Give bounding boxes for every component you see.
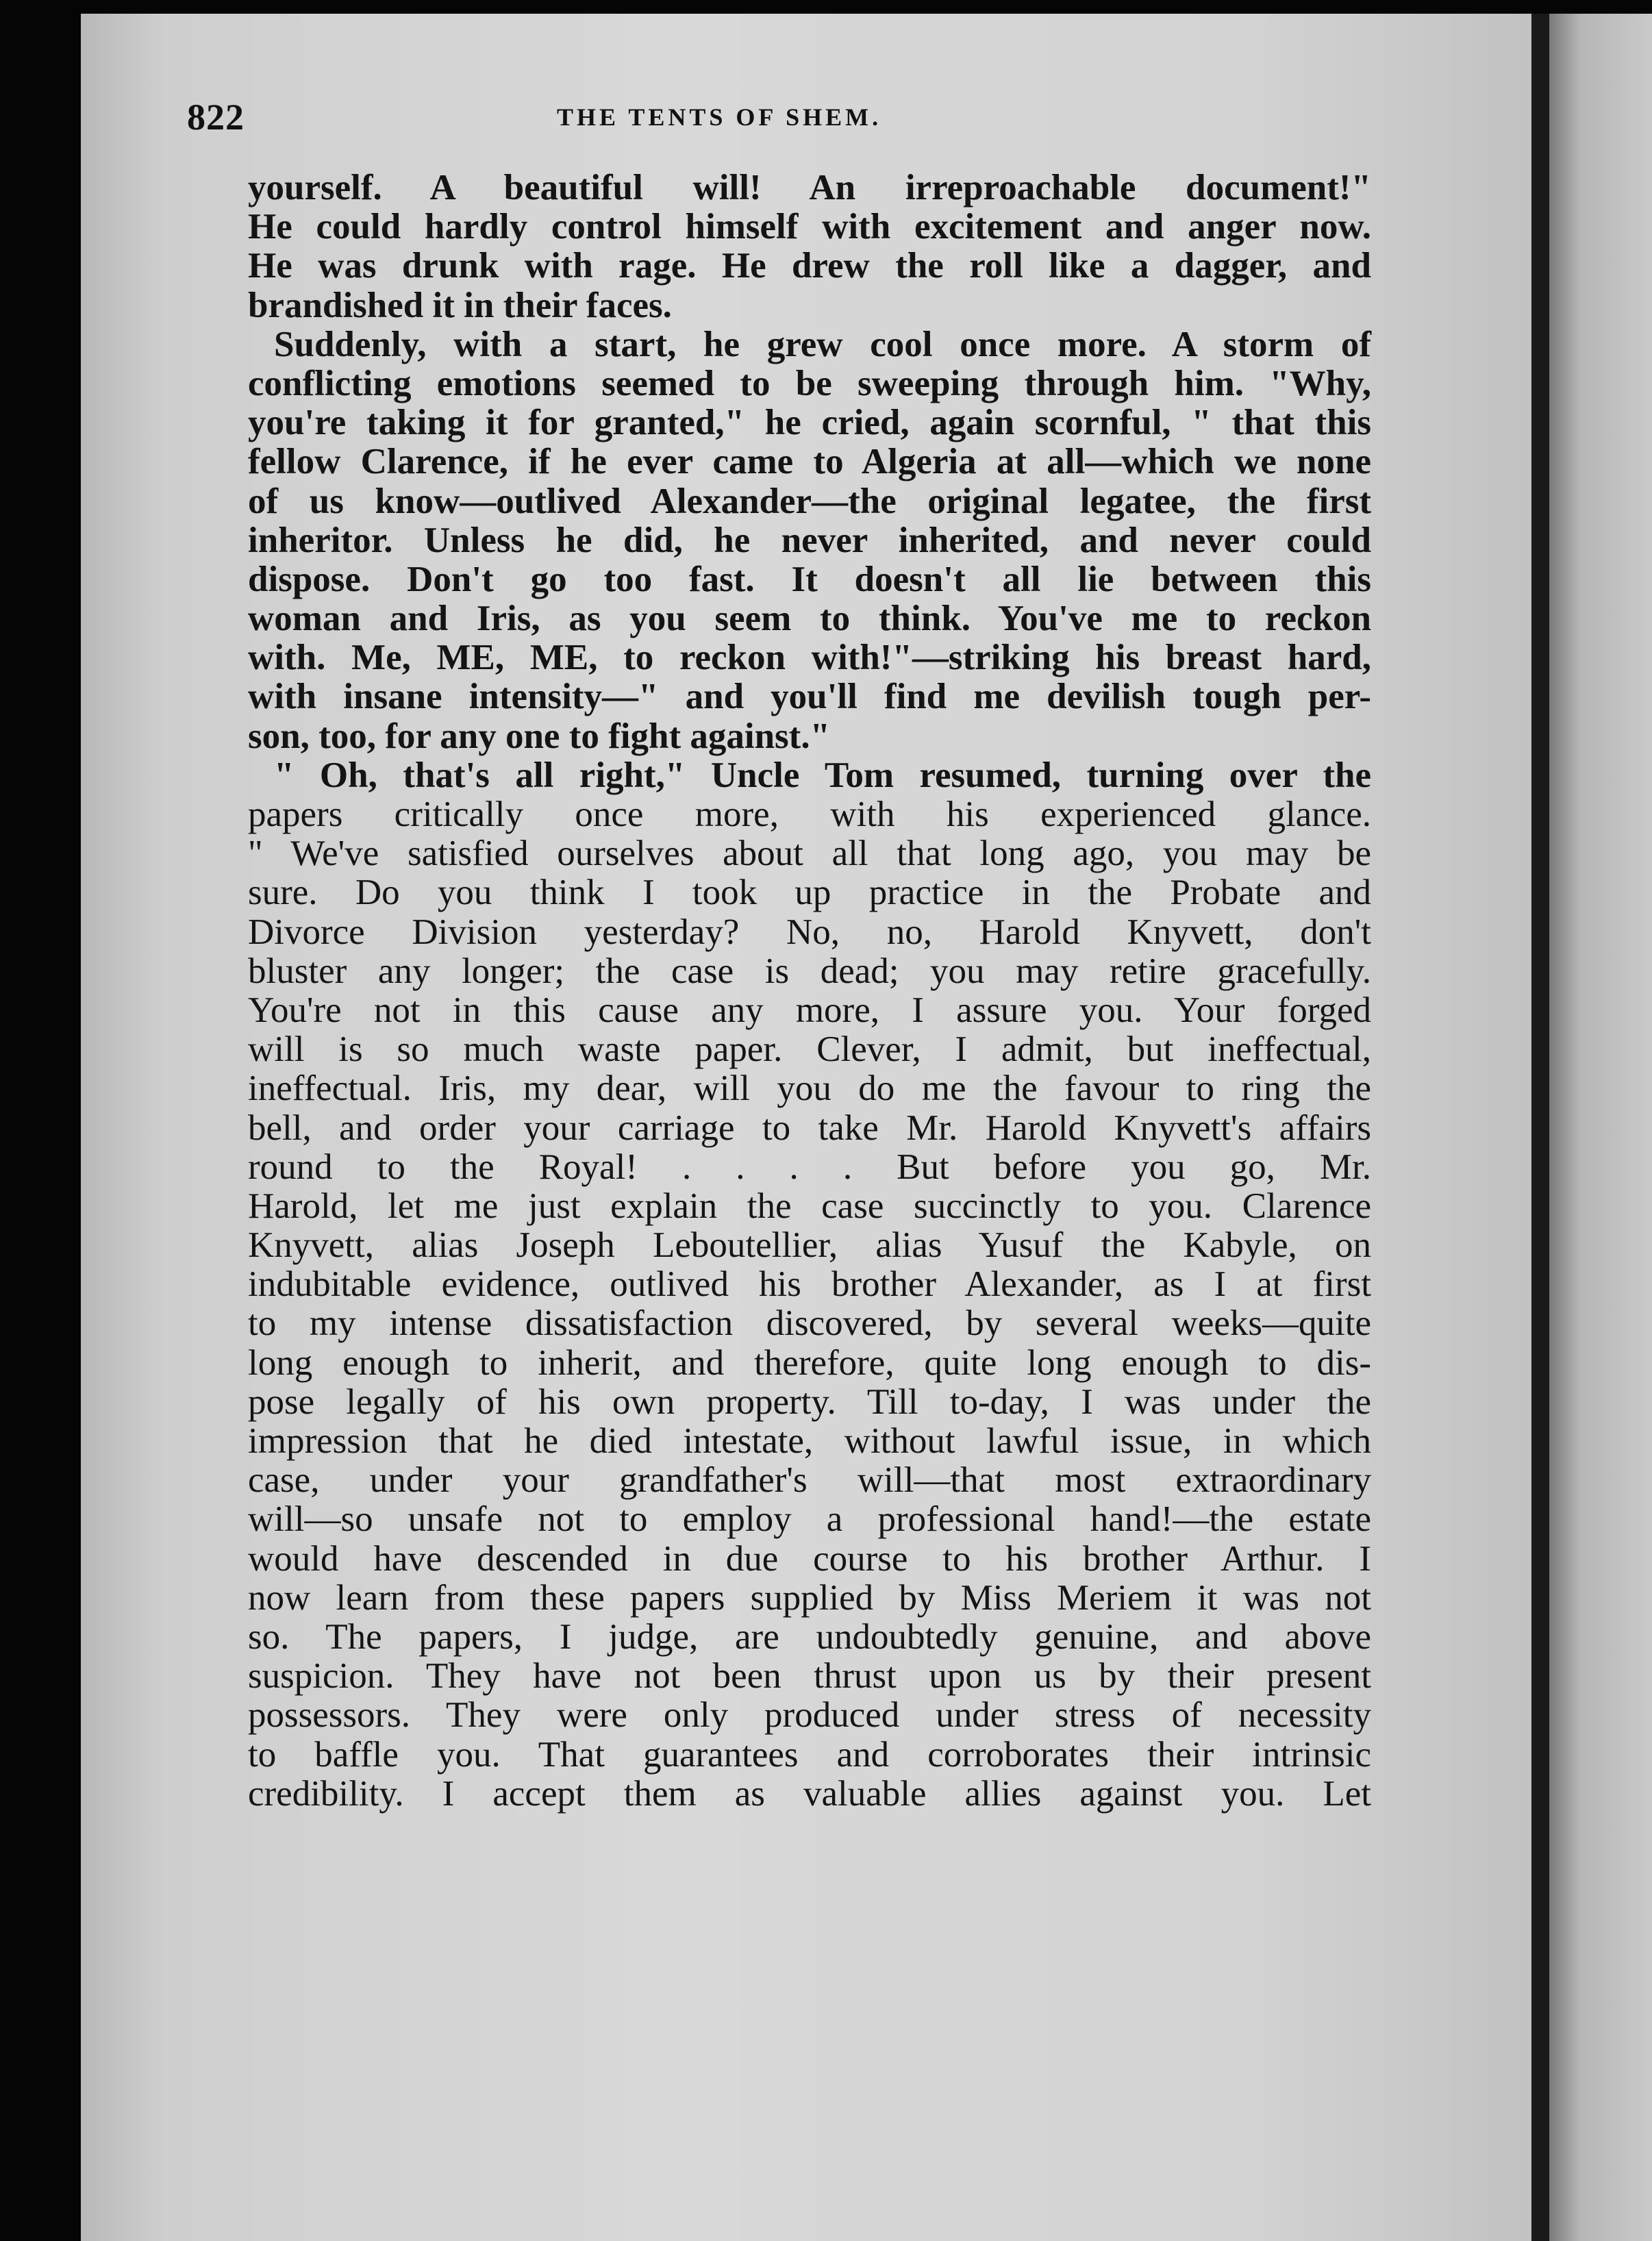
text-line: credibility. I accept them as valuable allies against you. Let: [248, 1773, 1371, 1814]
text-line: Divorce Division yesterday? No, no, Harold Knyvett, don't: [248, 912, 1371, 952]
body-text: [248, 168, 1371, 1814]
text-line: dispose. Don't go too fast. It doesn't all lie between this: [248, 559, 1371, 599]
text-line: papers critically once more, with his experienced glance.: [248, 794, 1371, 834]
text-line: He was drunk with rage. He drew the roll like a dagger, and: [248, 246, 1371, 286]
text-line: sure. Do you think I took up practice in the Probate and: [248, 873, 1371, 913]
text-line: " We've satisfied ourselves about all that long ago, you may be: [248, 834, 1371, 874]
text-line: bluster any longer; the case is dead; you may retire gracefully.: [248, 951, 1371, 991]
text-line: so. The papers, I judge, are undoubtedly genuine, and above: [248, 1616, 1371, 1657]
text-line: son, too, for any one to fight against.": [248, 716, 830, 756]
text-line: will is so much waste paper. Clever, I admit, but ineffectual,: [248, 1029, 1371, 1070]
running-title: THE TENTS OF SHEM.: [557, 103, 882, 131]
text-line: yourself. A beautiful will! An irreproachable document!": [248, 168, 1371, 208]
text-line: of us know—outlived Alexander—the original legatee, the first: [248, 481, 1371, 521]
text-line: fellow Clarence, if he ever came to Algeria at all—which we none: [248, 442, 1371, 482]
text-line: round to the Royal! . . . . But before you go, Mr.: [248, 1147, 1371, 1187]
text-line: He could hardly control himself with excitement and anger now.: [248, 207, 1371, 247]
text-line: now learn from these papers supplied by Miss Meriem it was not: [248, 1577, 1371, 1618]
text-line: Harold, let me just explain the case succinctly to you. Clarence: [248, 1186, 1371, 1226]
text-line: would have descended in due course to his brother Arthur. I: [248, 1538, 1371, 1579]
page-number: 822: [187, 97, 245, 138]
page-gutter-edge: [1531, 14, 1549, 2241]
text-line: conflicting emotions seemed to be sweeping through him. "Why,: [248, 363, 1371, 403]
text-line: ineffectual. Iris, my dear, will you do me the favour to ring the: [248, 1068, 1371, 1109]
text-line: will—so unsafe not to employ a professional hand!—the estate: [248, 1499, 1371, 1540]
text-line: pose legally of his own property. Till to-day, I was under the: [248, 1381, 1371, 1422]
text-line: inheritor. Unless he did, he never inherited, and never could: [248, 520, 1371, 560]
text-line: impression that he died intestate, without lawful issue, in which: [248, 1421, 1371, 1461]
text-line: brandished it in their faces.: [248, 285, 672, 325]
text-line: Knyvett, alias Joseph Leboutellier, alias Yusuf the Kabyle, on: [248, 1225, 1371, 1266]
text-line: case, under your grandfather's will—that most extraordinary: [248, 1460, 1371, 1501]
text-line: you're taking it for granted," he cried, again scornful, " that this: [248, 403, 1371, 443]
text-line: long enough to inherit, and therefore, quite long enough to dis-: [248, 1342, 1371, 1383]
text-line: indubitable evidence, outlived his brother Alexander, as I at first: [248, 1264, 1371, 1305]
text-line: You're not in this cause any more, I assure you. Your forged: [248, 990, 1371, 1030]
text-line: suspicion. They have not been thrust upon us by their present: [248, 1656, 1371, 1697]
text-line: possessors. They were only produced under stress of necessity: [248, 1695, 1371, 1736]
text-line: with. Me, ME, ME, to reckon with!"—striking his breast hard,: [248, 638, 1371, 678]
text-line: " Oh, that's all right," Uncle Tom resumed, turning over the: [274, 755, 1371, 795]
running-head: [187, 96, 1351, 151]
text-line: Suddenly, with a start, he grew cool once more. A storm of: [274, 324, 1371, 364]
text-line: with insane intensity—" and you'll find me devilish tough per-: [248, 677, 1371, 717]
text-line: to my intense dissatisfaction discovered, by several weeks—quite: [248, 1303, 1371, 1344]
adjacent-page-sliver: [1549, 14, 1652, 2241]
text-line: bell, and order your carriage to take Mr. Harold Knyvett's affairs: [248, 1107, 1371, 1148]
text-line: to baffle you. That guarantees and corroborates their intrinsic: [248, 1734, 1371, 1775]
text-line: woman and Iris, as you seem to think. You've me to reckon: [248, 599, 1371, 639]
